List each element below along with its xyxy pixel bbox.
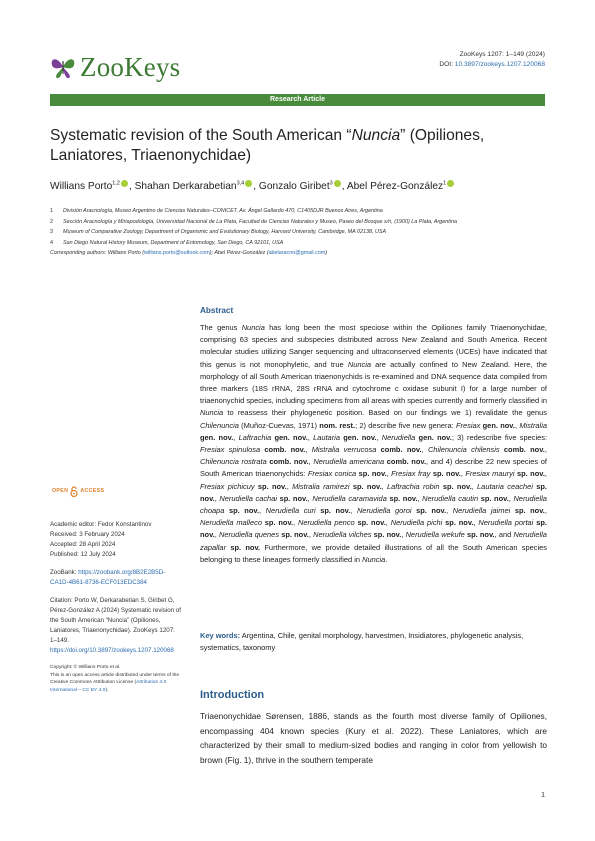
title-genus: Nuncia (351, 127, 401, 144)
journal-logo[interactable] (48, 50, 198, 84)
zoobank-link[interactable]: https://zoobank.org/8B2E2B5D-CA1D-4B61-8736-ECF013EDC384 (50, 569, 166, 586)
open-lock-icon (70, 486, 78, 497)
journal-citation: ZooKeys 1207: 1–149 (2024) (459, 51, 545, 58)
orcid-icon[interactable] (447, 180, 454, 187)
copyright-notice: Copyright: © Willians Porto et al. This is an open access article distributed under terms of the Creative Commons Attribution License (Attribution 4.0 International – CC BY 4.0). (50, 665, 180, 693)
butterfly-icon (48, 52, 78, 82)
email-link[interactable]: willians.porto@outlook.com (144, 250, 210, 257)
orcid-icon[interactable] (245, 180, 252, 187)
received-date: Received: 3 February 2024 (50, 531, 125, 538)
author[interactable]: Shahan Derkarabetian$^{3,4}$ (135, 181, 254, 192)
doi-label: DOI: (439, 61, 453, 68)
author[interactable]: Willians Porto$^{1,2}$ (50, 181, 129, 192)
orcid-icon[interactable] (121, 180, 128, 187)
journal-info (439, 50, 545, 70)
open-access-badge[interactable]: OPEN ACCESS (50, 484, 182, 498)
affiliation-item: 3 Museum of Comparative Zoology, Department of Organismic and Evolutionary Biology, Harvard University, Cambridge, MA 02138, USA (50, 229, 387, 236)
accepted-date: Accepted: 28 April 2024 (50, 541, 116, 548)
academic-editor: Academic editor: Fedor Konstantinov (50, 521, 152, 528)
zoobank: ZooBank: https://zoobank.org/8B2E2B5D-CA1D-4B61-8736-ECF013EDC384 (50, 569, 166, 586)
doi-link[interactable]: 10.3897/zookeys.1207.120068 (454, 61, 545, 68)
keywords-text: Argentina, Chile, genital morphology, harvestmen, Insidiatores, phylogenetic analysis, systematics, taxonomy (200, 631, 524, 653)
article-sidebar (50, 484, 182, 694)
corresponding-authors: Corresponding authors: Willians Porto (willians.porto@outlook.com); Abel Pérez-González (abelaracno@gmail.com) (50, 250, 328, 257)
introduction-text: Triaenonychidae Sørensen, 1886, stands as the fourth most diverse family of Opiliones, encompassing 404 known species (Kury et al. 2022). These Laniatores, which are characterized by their small to medium-sized bodies and ranging in color from yellowish to brown (Fig. 1), thrive in the southern temperate (200, 711, 547, 765)
orcid-icon[interactable] (334, 180, 341, 187)
affiliation-item: 2 Sección Aracnología y Miriapodología, Universidad Nacional de La Plata, Facultad de Ciencias Naturales y Museo, Paseo del Bosque s/n, (1900) La Plata, Argentina (50, 218, 457, 225)
abstract-heading: Abstract (200, 306, 234, 315)
affiliation-item: 1 División Aracnología, Museo Argentino de Ciencias Naturales–CONICET, Av. Ángel Gallardo 470, C1405DJR Buenos Aires, Argentina (50, 208, 383, 214)
author[interactable]: Abel Pérez-González$^1$ (347, 181, 455, 192)
email-link[interactable]: abelaracno@gmail.com (268, 250, 326, 257)
logo-text: ZooKeys (80, 51, 181, 82)
keywords-label: Key words: (200, 631, 241, 640)
affiliation-item: 4 San Diego Natural History Museum, Department of Entomology, San Diego, CA 92101, USA (50, 239, 284, 246)
license-link[interactable]: Attribution 4.0 International – CC BY 4.0 (50, 680, 167, 693)
published-date: Published: 12 July 2024 (50, 551, 116, 558)
editorial-dates (50, 520, 182, 560)
keywords (200, 630, 547, 654)
abstract-text: The genus Nuncia has long been the most speciose within the Opiliones family Triaenonychidae, comprising 63 species and subspecies distributed across New Zealand and South America. Recent molecular studies utilizing Sanger sequencing and ultraconserved elements (UCEs) have indicated that this genus is not monophyletic, and true Nuncia are actually confined to New Zealand. Here, the morphology of all South American triaenonychids is re-examined and DNA sequence data compiled from three markers (18S rRNA, 28S rRNA and cytochrome c oxidase subunit I) for a large number of triaenonychid species, including specimens from all areas with species currently and formerly classified in Nuncia to reassess their phylogenetic position. Based on our findings we 1) revalidate the genus Chilenuncia (Muñoz-Cuevas, 1971) nom. rest.; 2) describe five new genera: Fresiax gen. nov., Mistralia gen. nov., Laftrachia gen. nov., Lautaria gen. nov., Nerudiella gen. nov.; 3) redescribe five species: Fresiax spinulosa comb. nov., Mistralia verrucosa comb. nov., Chilenuncia chilensis comb. nov., Chilenuncia rostrata comb. nov., Nerudiella americana comb. nov., and 4) describe 22 new species of South American triaenonychids: Fresiax conica sp. nov., Fresiax fray sp. nov., Fresiax mauryi sp. nov., Fresiax pichicuy sp. nov., Mistralia ramirezi sp. nov., Laftrachia robin sp. nov., Lautaria ceachei sp. nov., Nerudiella cachai sp. nov., Nerudiella caramavida sp. nov., Nerudiella cautin sp. nov., Nerudiella choapa sp. nov., Nerudiella curi sp. nov., Nerudiella goroi sp. nov., Nerudiella jaimei sp. nov., Nerudiella malleco sp. nov., Nerudiella penco sp. nov., Nerudiella pichi sp. nov., Nerudiella portai sp. nov., Nerudiella quenes sp. nov., Nerudiella vilches sp. nov., Nerudiella wekufe sp. nov., and Nerudiella zapallar sp. nov. Furthermore, we provide detailed illustrations of all the South American species belonging to these lineages formerly classified in Nuncia. (200, 323, 548, 564)
article-title: Systematic revision of the South American “Nuncia” (Opiliones, Laniatores, Triaenonychidae) (50, 127, 485, 164)
doi-line (439, 60, 545, 70)
page-number: 1 (541, 792, 545, 799)
article-type-banner: Research Article (50, 94, 545, 106)
author-list: Willians Porto$^{1,2}$ , Shahan Derkarabetian$^{3,4}$ , Gonzalo Giribet$^3$ , Abel Pérez-González$^1$ (50, 180, 550, 192)
author[interactable]: Gonzalo Giribet$^3$ (259, 181, 342, 192)
citation-doi-link[interactable]: https://doi.org/10.3897/zookeys.1207.120068 (50, 647, 174, 654)
citation: Citation: Porto W, Derkarabetian S, Giribet G, Pérez-González A (2024) Systematic revision of the South American “Nuncia” (Opiliones, Laniatores, Triaenonychidae). ZooKeys 1207: 1–149. https://doi.org/10.3897/zookeys.1207.120068 (50, 597, 182, 654)
introduction-heading: Introduction (200, 689, 265, 701)
affiliations (50, 206, 550, 259)
